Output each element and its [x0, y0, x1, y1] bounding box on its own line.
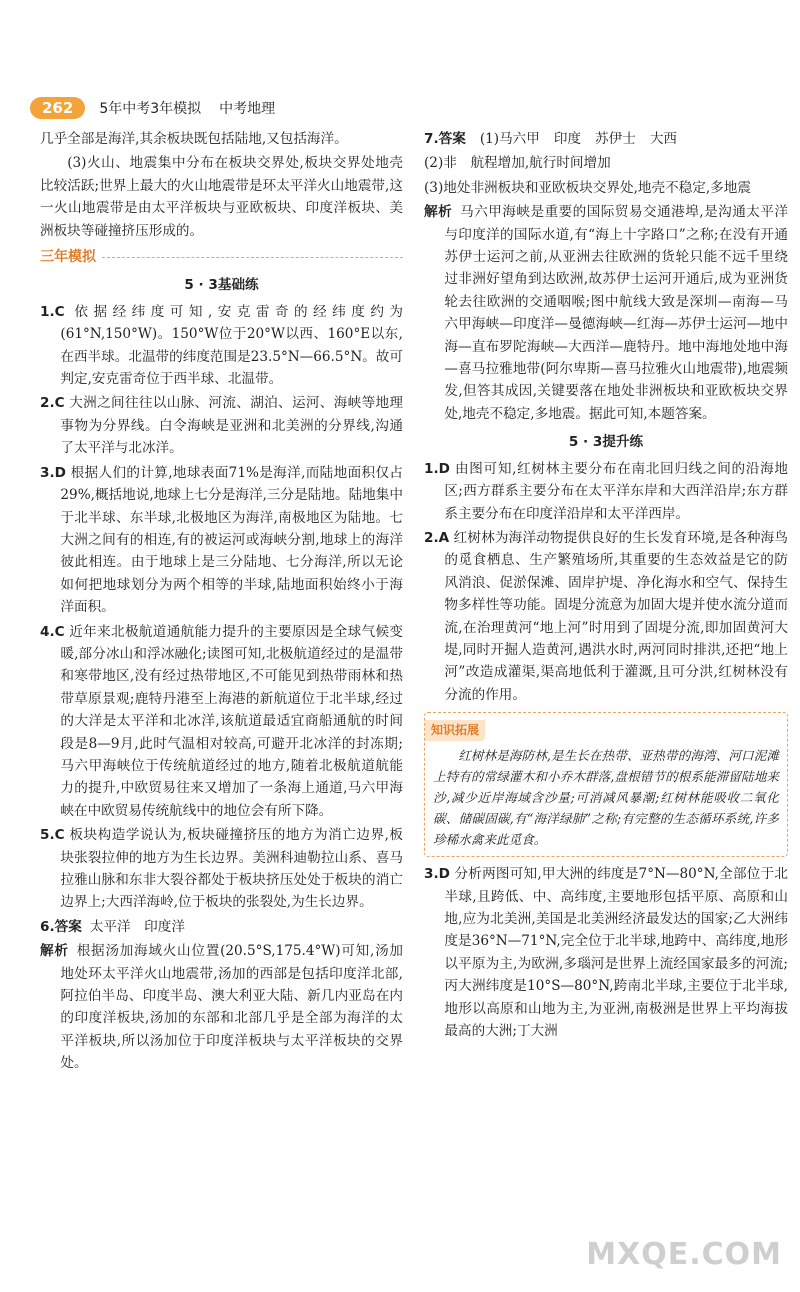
explanation [40, 940, 403, 1074]
answer-text: 依据经纬度可知,安克雷奇的经纬度约为(61°N,150°W)。150°W位于20°W以西、160°E以东,在西半球。北温带的纬度范围是23.5°N—66.5°N。故可判定,安克雷奇位于西半球、北温带。 [60, 303, 403, 388]
explanation-text: 根据汤加海域火山位置(20.5°S,175.4°W)可知,汤加地处环太平洋火山地震带,汤加的西部是包括印度洋北部,阿拉伯半岛、印度半岛、澳大利亚大陆、新几内亚岛在内的印度洋板块,汤加的东部和北部几乎是全部为海洋的太平洋板块,所以汤加位于印度洋板块与太平洋板块的交界处。 [60, 943, 404, 1072]
intro-paragraph-2: (3)火山、地震集中分布在板块交界处,板块交界处地壳比较活跃;世界上最大的火山地震带是环太平洋火山地震带,这一火山地震带是由太平洋板块与亚欧板块、印度洋板块、美洲板块等碰撞挤压形成的。 [40, 155, 403, 239]
answer-item [40, 301, 403, 391]
answer-number: 3.D [40, 464, 66, 481]
explanation-label: 解析 [40, 943, 69, 960]
section-header [40, 246, 403, 268]
left-column [40, 128, 403, 1077]
answer-text: 大洲之间往往以山脉、河流、湖泊、运河、海峡等地理事物为分界线。白令海峡是亚洲和北美洲的分界线,沟通了太平洋与北冰洋。 [60, 395, 404, 457]
answer-part: 印度 [553, 131, 582, 147]
answer-number: 1.C [40, 303, 65, 320]
explanation-label: 解析 [424, 204, 453, 221]
answer-label: 7.答案 [424, 131, 466, 147]
right-column [424, 128, 788, 1044]
explanation [424, 201, 788, 425]
advanced-practice-title: 5 · 3提升练 [568, 434, 644, 451]
answer-text: 太平洋 印度洋 [89, 918, 185, 935]
answer-item [40, 621, 403, 823]
section-label: 三年模拟 [40, 249, 96, 266]
answer-part: (1)马六甲 [479, 131, 540, 147]
answer-line: (2)非 航程增加,航行时间增加 [424, 155, 611, 172]
basic-practice-title: 5 · 3基础练 [184, 277, 259, 294]
answer-number: 4.C [40, 623, 65, 640]
answer-number: 3.D [424, 866, 450, 883]
answer-text: 根据人们的计算,地球表面71%是海洋,而陆地面积仅占29%,概括地说,地球上七分是海洋,三分是陆地。陆地集中于北半球、东半球,北极地区为海洋,南极地区为陆地。七大洲之间有的相连,有的被运河或海峡分割,地球上的海洋彼此相连。由于地球上是三分陆地、七分海洋,所以无论如何把地球划分为两个相等的半球,陆地面积始终小于海洋面积。 [60, 464, 404, 616]
knowledge-tag: 知识拓展 [425, 720, 485, 741]
section-divider [102, 257, 403, 258]
knowledge-text: 红树林是海防林,是生长在热带、亚热带的海湾、河口泥滩上特有的常绿灌木和小乔木群落,盘根错节的根系能滞留陆地来沙,减少近岸海域含沙量;可消减风暴潮;红树林能吸收二氧化碳、储碳固碳,有“海洋绿肺”之称;有完整的生态循环系统,许多珍稀水禽来此觅食。 [433, 748, 779, 848]
intro-paragraph-1: 几乎全部是海洋,其余板块既包括陆地,又包括海洋。 [40, 131, 348, 147]
answer-line: (3)地处非洲板块和亚欧板块交界处,地壳不稳定,多地震 [424, 179, 751, 196]
book-title: 5年中考3年模拟 [99, 101, 202, 117]
answer-part: 大西 [649, 131, 678, 147]
answer-text: 分析两图可知,甲大洲的纬度是7°N—80°N,全部位于北半球,且跨低、中、高纬度,主要地形包括平原、高原和山地,应为北美洲,美国是北美洲经济最发达的国家;乙大洲纬度是36°N—71°N,完全位于北半球,地跨中、高纬度,地形以平原为主,为欧洲,多瑙河是世界上流经国家最多的河流;丙大洲纬度是10°S—80°N,跨南北半球,主要位于北半球,地形以高原和山地为主,为亚洲,南极洲是世界上平均海拔最高的大洲;丁大洲 [444, 866, 788, 1039]
explanation-text: 马六甲海峡是重要的国际贸易交通港埠,是沟通太平洋与印度洋的国际水道,有“海上十字路口”之称;在没有开通苏伊士运河之前,从亚洲去往欧洲的货轮只能不远千里绕过非洲好望角到达欧洲,故苏伊士运河开通后,成为亚洲货轮去往欧洲的交通咽喉;图中航线大致是深圳—南海—马六甲海峡—印度洋—曼德海峡—红海—苏伊士运河—地中海—直布罗陀海峡—大西洋—鹿特丹。地中海地处地中海—喜马拉雅地带(阿尔卑斯—喜马拉雅火山地震带),地震频发,但答其成因,关键要落在地处非洲板块和亚欧板块交界处,地壳不稳定,多地震。据此可知,本题答案。 [444, 204, 788, 422]
page-number: 262 [30, 97, 85, 119]
page-header [30, 95, 275, 121]
subject-label: 中考地理 [219, 101, 276, 117]
answer-number: 2.C [40, 395, 65, 412]
answer-text: 由图可知,红树林主要分布在南北回归线之间的沿海地区;西方群系主要分布在太平洋东岸和大西洋沿岸;东方群系主要分布在印度洋沿岸和太平洋西岸。 [444, 460, 788, 522]
answer-number: 1.D [424, 460, 450, 477]
watermark: MXQE.COM [586, 1237, 782, 1272]
answer-item [424, 863, 788, 1042]
answer-text: 红树林为海洋动物提供良好的生长发育环境,是各种海鸟的觅食栖息、生产繁殖场所,其重要的生态效益是它的防风消浪、促淤保滩、固岸护堤、净化海水和空气、保持生物多样性等功能。固堤分流意为加固大堤并使水流分道而流,在治理黄河“地上河”时用到了固堤分流,即加固黄河大堤,同时开掘人造黄河,遇洪水时,两河同时排洪,还把“地上河”改造成灌渠,渠高地低利于灌溉,且可分洪,红树林没有分流的作用。 [444, 529, 788, 703]
answer-number: 2.A [424, 529, 450, 546]
answer-item [40, 824, 403, 914]
answer-text: 近年来北极航道通航能力提升的主要原因是全球气候变暖,部分冰山和浮冰融化;读图可知,北极航道经过的是温带和寒带地区,没有经过热带地区,不可能见到热带雨林和热带草原景观;鹿特丹港至上海港的新航道位于北半球,经过的大洋是太平洋和北冰洋,该航道最适宜商船通航的时间段是8—9月,此时气温相对较高,可避开北冰洋的封冻期;马六甲海峡位于传统航道经过的地方,随着北极航道航能力的提升,中欧贸易往来又增加了一条海上通道,马六甲海峡在中欧贸易传统航线中的地位会有所下降。 [60, 623, 404, 819]
answer-item [40, 462, 403, 619]
knowledge-box [424, 712, 788, 857]
answer-item [40, 916, 403, 938]
answer-label: 6.答案 [40, 918, 82, 935]
answer-item [424, 527, 788, 706]
answer-part: 苏伊士 [595, 131, 636, 147]
answer-item [40, 392, 403, 459]
answer-number: 5.C [40, 827, 65, 844]
answer-item [424, 128, 788, 150]
answer-item [424, 458, 788, 525]
answer-text: 板块构造学说认为,板块碰撞挤压的地方为消亡边界,板块张裂拉伸的地方为生长边界。美洲科迪勒拉山系、喜马拉雅山脉和东非大裂谷都处于板块挤压处处于板块的消亡边界上;大西洋海岭,位于板块的张裂处,为生长边界。 [60, 827, 404, 911]
